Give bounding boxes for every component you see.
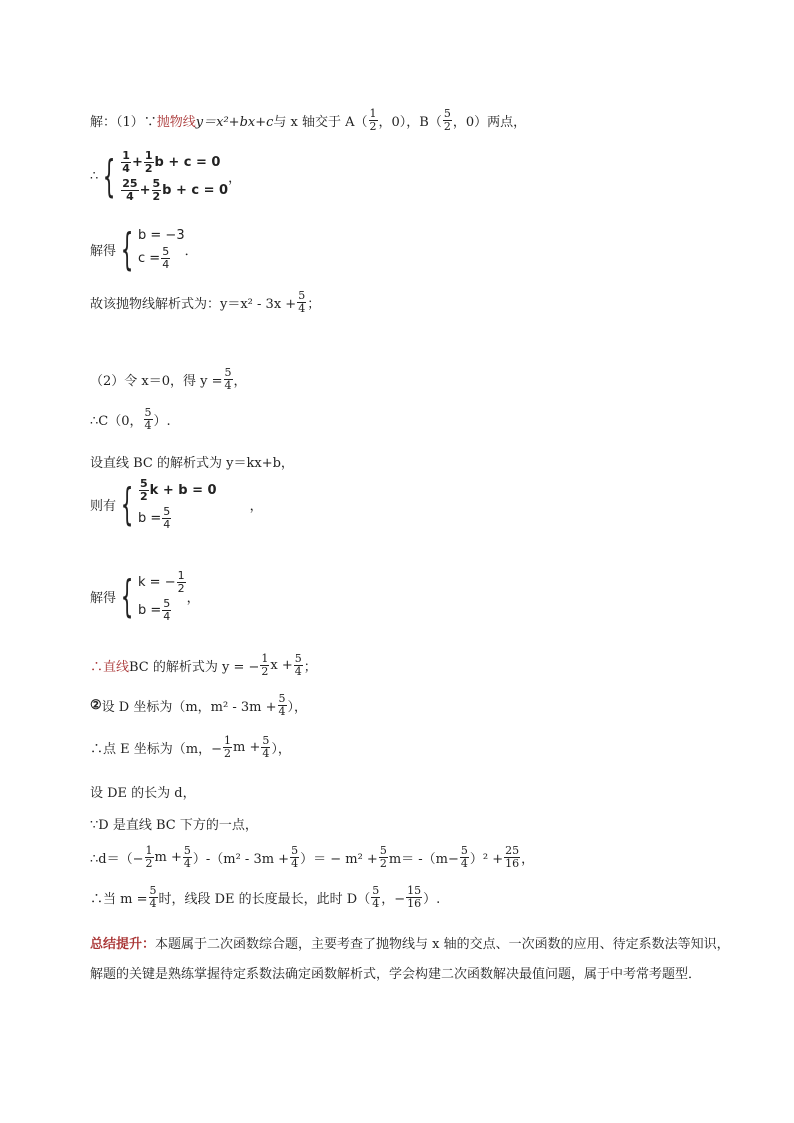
highlight-parabola: 抛物线 — [156, 115, 196, 130]
fraction: $\frac{5}{4}$ — [298, 289, 306, 315]
fraction: $\frac{5}{4}$ — [294, 652, 302, 678]
point-c: ∴C（0， $\frac{5}{4}$ ）. — [90, 406, 171, 432]
solution-result-2: 解得 { k = − $\frac{1}{2}$ b = $\frac{5}{4}$ ， — [90, 569, 200, 623]
fraction: $\frac{5}{2}$ — [443, 107, 451, 133]
summary-paragraph — [90, 930, 730, 990]
brace: { — [120, 478, 134, 530]
fraction: $\frac{5}{4}$ — [144, 406, 152, 432]
fraction: $\frac{1}{2}$ — [223, 734, 231, 760]
point-d: ② 设 D 坐标为（m，m² - 3m + $\frac{5}{4}$ ）， — [90, 692, 308, 718]
max-conclusion: ∴当 m = $\frac{5}{4}$ 时，线段 DE 的长度最长，此时 D（ $\frac{5}{4}$ ，− $\frac{15}{16}$ ）. — [90, 884, 441, 910]
summary-text: 本题属于二次函数综合题，主要考查了抛物线与 x 轴的交点、一次函数的应用、待定系数法等知识，解题的关键是熟练掌握待定系数法确定函数解析式，学会构建二次函数解决最值问题，属于中考常考题型． — [90, 937, 730, 982]
solution-result-1: 解得 { b = −3 c = $\frac{5}{4}$ ． — [90, 223, 198, 275]
d-below-bc: ∵D 是直线 BC 下方的一点， — [90, 818, 258, 833]
brace: { — [120, 570, 134, 622]
line-bc-setup: 设直线 BC 的解析式为 y＝kx+b， — [90, 456, 294, 471]
fraction: $\frac{5}{4}$ — [262, 734, 270, 760]
fraction: $\frac{1}{2}$ — [261, 652, 269, 678]
fraction: $\frac{5}{4}$ — [278, 692, 286, 718]
solution-line-1: 解：（1）∵ 抛物线 y＝x²+bx+c 与 x 轴交于 A（ $\frac{1}{2}$ ，0），B（ $\frac{5}{2}$ ，0）两点， — [90, 107, 527, 133]
equation-system-2: 则有 { $\frac{5}{2}$ k + b = 0 b = $\frac{5}{4}$ ， — [90, 477, 263, 531]
brace: { — [120, 223, 134, 275]
line-bc-expression: ∴直线 BC 的解析式为 y = − $\frac{1}{2}$ x + $\frac{5}{4}$ ； — [90, 652, 317, 678]
brace: { — [102, 150, 116, 202]
point-e: ∴点 E 坐标为（m，− $\frac{1}{2}$ m + $\frac{5}{4}$ ）， — [90, 734, 291, 760]
equation-system-1: ∴ { $\frac{1}{4}$ + $\frac{1}{2}$ b + c = 0 $\frac{25}{4}$ + $\frac{5}{2}$ b + c = 0 ， — [90, 149, 242, 203]
summary-label: 总结提升： — [90, 937, 156, 952]
d-expression: ∴d＝（− $\frac{1}{2}$ m + $\frac{5}{4}$ ）-（m² - 3m + $\frac{5}{4}$ ）＝ − m² + $\frac{5}{2}$ m＝ -（m− $\frac{5}{4}$ ）² + $\frac{25}{16}$ ， — [90, 844, 535, 870]
fraction: $\frac{1}{2}$ — [369, 107, 377, 133]
de-length: 设 DE 的长为 d， — [90, 786, 196, 801]
fraction: $\frac{5}{4}$ — [224, 366, 232, 392]
parabola-expression: 故该抛物线解析式为：y＝x² - 3x + $\frac{5}{4}$ ； — [90, 289, 321, 315]
part-2-start: （2）令 x＝0，得 y = $\frac{5}{4}$ ， — [90, 366, 247, 392]
